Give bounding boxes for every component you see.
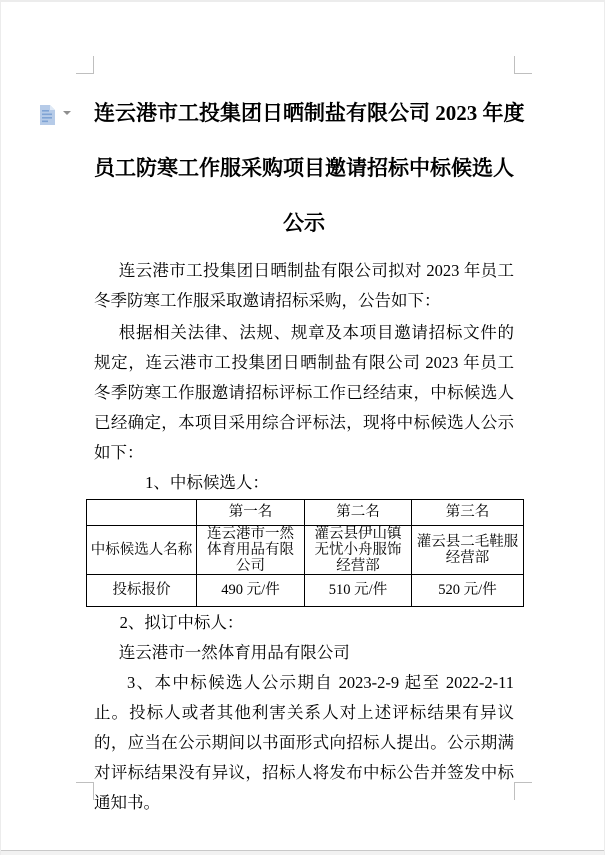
margin-crop-mark-bottom-left: [76, 782, 94, 800]
margin-crop-mark-top-left: [76, 56, 94, 74]
margin-crop-mark-top-right: [514, 56, 532, 74]
dropdown-caret-icon[interactable]: [62, 111, 71, 115]
bid-price-cell-2: 510 元/件: [305, 575, 412, 607]
table-header-empty-cell: [87, 500, 197, 526]
basis-paragraph: 根据相关法律、法规、规章及本项目邀请招标文件的规定，连云港市工投集团日晒制盐有限公司 2023 年员工冬季防寒工作服邀请招标评标工作已经结束，中标候选人已经确定，本项目采用综合评标法，现将中标候选人公示如下：: [94, 323, 514, 462]
candidate-name-cell-2: 灌云县伊山镇无忧小舟服饰经营部: [305, 526, 412, 575]
candidates-table: [86, 499, 524, 607]
row-label-candidate-name: 中标候选人名称: [87, 526, 197, 575]
bid-price-cell-1: 490 元/件: [197, 575, 305, 607]
proposed-winner-name: 连云港市一然体育用品有限公司: [118, 643, 350, 662]
table-header-rank-3: 第三名: [412, 500, 524, 526]
doc-title-line-3: 公示: [283, 211, 325, 235]
candidate-name-cell-3: 灌云县二毛鞋服经营部: [412, 526, 524, 575]
doc-title-line-1: 连云港市工投集团日晒制盐有限公司 2023 年度: [94, 101, 525, 125]
bid-price-row: [87, 575, 524, 607]
page-bottom-edge: [1, 850, 604, 855]
bid-price-cell-3: 520 元/件: [412, 575, 524, 607]
intro-paragraph: 连云港市工投集团日晒制盐有限公司拟对 2023 年员工冬季防寒工作服采取邀请招标采购，公告如下：: [94, 261, 514, 310]
table-header-row: [87, 500, 524, 526]
table-header-rank-2: 第二名: [305, 500, 412, 526]
autocorrect-options-button[interactable]: [38, 104, 74, 128]
document-content: [90, 86, 525, 818]
publicity-period-paragraph: 3、本中标候选人公示期自 2023-2-9 起至 2022-2-11 止。投标人或者其他利害关系人对上述评标结果有异议的，应当在公示期间以书面形式向招标人提出。公示期满对评标结果没有异议，招标人将发布中标公告并签发中标通知书。: [94, 673, 514, 812]
candidate-names-row: [87, 526, 524, 575]
doc-title-line-2: 员工防寒工作服采购项目邀请招标中标候选人: [94, 156, 514, 180]
candidate-name-cell-1: 连云港市一然体育用品有限公司: [197, 526, 305, 575]
margin-crop-mark-bottom-right: [514, 782, 532, 800]
row-label-bid-price: 投标报价: [87, 575, 197, 607]
table-header-rank-1: 第一名: [197, 500, 305, 526]
list-item-candidates: 1、中标候选人：: [145, 473, 269, 492]
list-item-proposed-winner: 2、拟订中标人：: [119, 613, 244, 632]
